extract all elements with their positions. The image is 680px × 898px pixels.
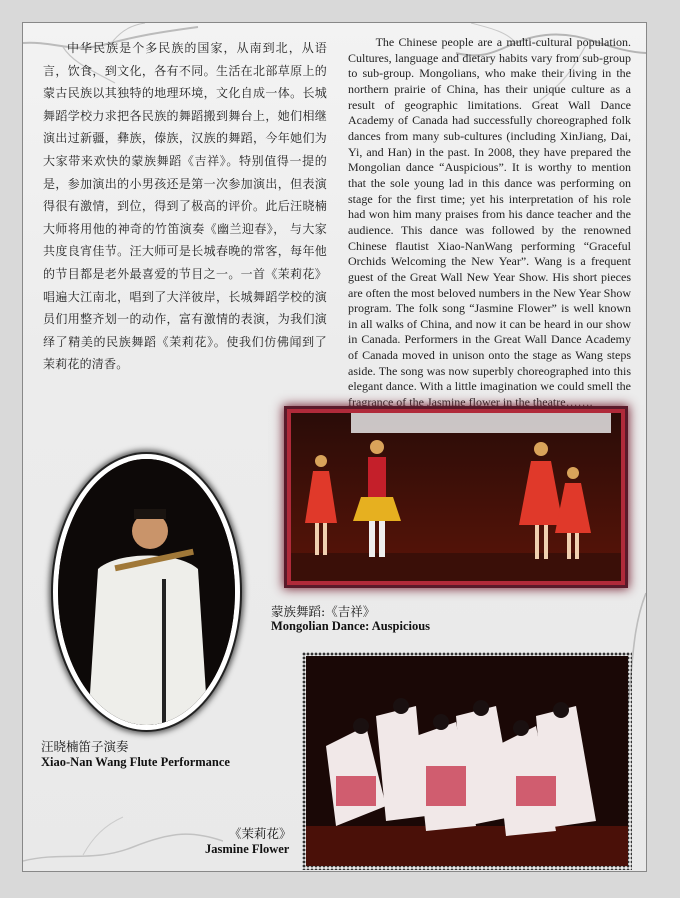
flute-performer-photo — [58, 459, 235, 725]
mongolian-caption-en: Mongolian Dance: Auspicious — [271, 619, 431, 633]
flute-caption-zh: 汪晓楠笛子演奏 — [41, 739, 129, 754]
chinese-article-text: 中华民族是个多民族的国家，从南到北，从语言，饮食，到文化，各有不同。生活在北部草原上的蒙古民族以其独特的地理环境，文化自成一体。长城舞蹈学校力求把各民族的舞蹈搬到舞台上，她们相继演出过新疆，彝族，傣族，汉族的舞蹈，今年她们为大家带来欢快的蒙族舞蹈《吉祥》。特别值得一提的是，参加演出的小男孩还是第一次参加演出，但表演得很有激情，到位，得到了极高的评价。此后汪晓楠大师将用他的神奇的竹笛演奏《幽兰迎春》， 与大家共度良宵佳节。汪大师可是长城春晚的常客，每年他的节目都是老外最喜爱的节目之一。一首《茉莉花》唱遍大江南北，唱到了大洋彼岸，长城舞蹈学校的演员们用整齐划一的动作，富有激情的表演，为我们演绎了精美的民族舞蹈《茉莉花》。使我们仿佛闻到了茉莉花的清香。 — [43, 41, 327, 372]
english-article-text: The Chinese people are a multi-cultural population. Cultures, language and dietary habits vary from sub-group to sub-group. Mongolians, who make their living in the northern prairie of China, has their unique culture as a result of geographic limitations. Great Wall Dance Academy of Canada had successfully choreographed folk dances from many sub-cultures (including XinJiang, Dai, Yi, and Han) in the past. In 2008, they have prepared the Mongolian dance “Auspicious”. It is worthy to mention that the sole young lad in this dance was performing on stage for the first time; yet his interpretation of his role had won him many praises from his dance teacher and the audience. This dance was followed by the renowned Chinese flautist Xiao-NanWang performing “Graceful Orchids Welcoming the New Year”. Wang is a frequent guest of the Great Wall New Year Show. His short pieces are often the most beloved numbers in the New Year Show program. The folk song “Jasmine Flower” is well known in all walks of China, and now it can be heard in our show in Canada. Performers in the Great Wall Dance Academy of Canada moved in unison onto the stage as Wang steps aside. The song was now superbly choreographed into this elegant dance. With a little imagination we could smell the fragrance of the Jasmine flower in the theatre……. — [348, 35, 631, 410]
mongolian-caption-zh: 蒙族舞蹈:《吉祥》 — [271, 604, 376, 619]
jasmine-caption-en: Jasmine Flower — [205, 842, 290, 856]
flute-caption-en: Xiao-Nan Wang Flute Performance — [41, 755, 230, 769]
jasmine-flower-dance-photo — [306, 656, 628, 866]
mongolian-dance-photo — [291, 413, 621, 581]
jasmine-caption-zh: 《茉莉花》 — [229, 826, 292, 841]
magazine-page — [22, 22, 647, 872]
